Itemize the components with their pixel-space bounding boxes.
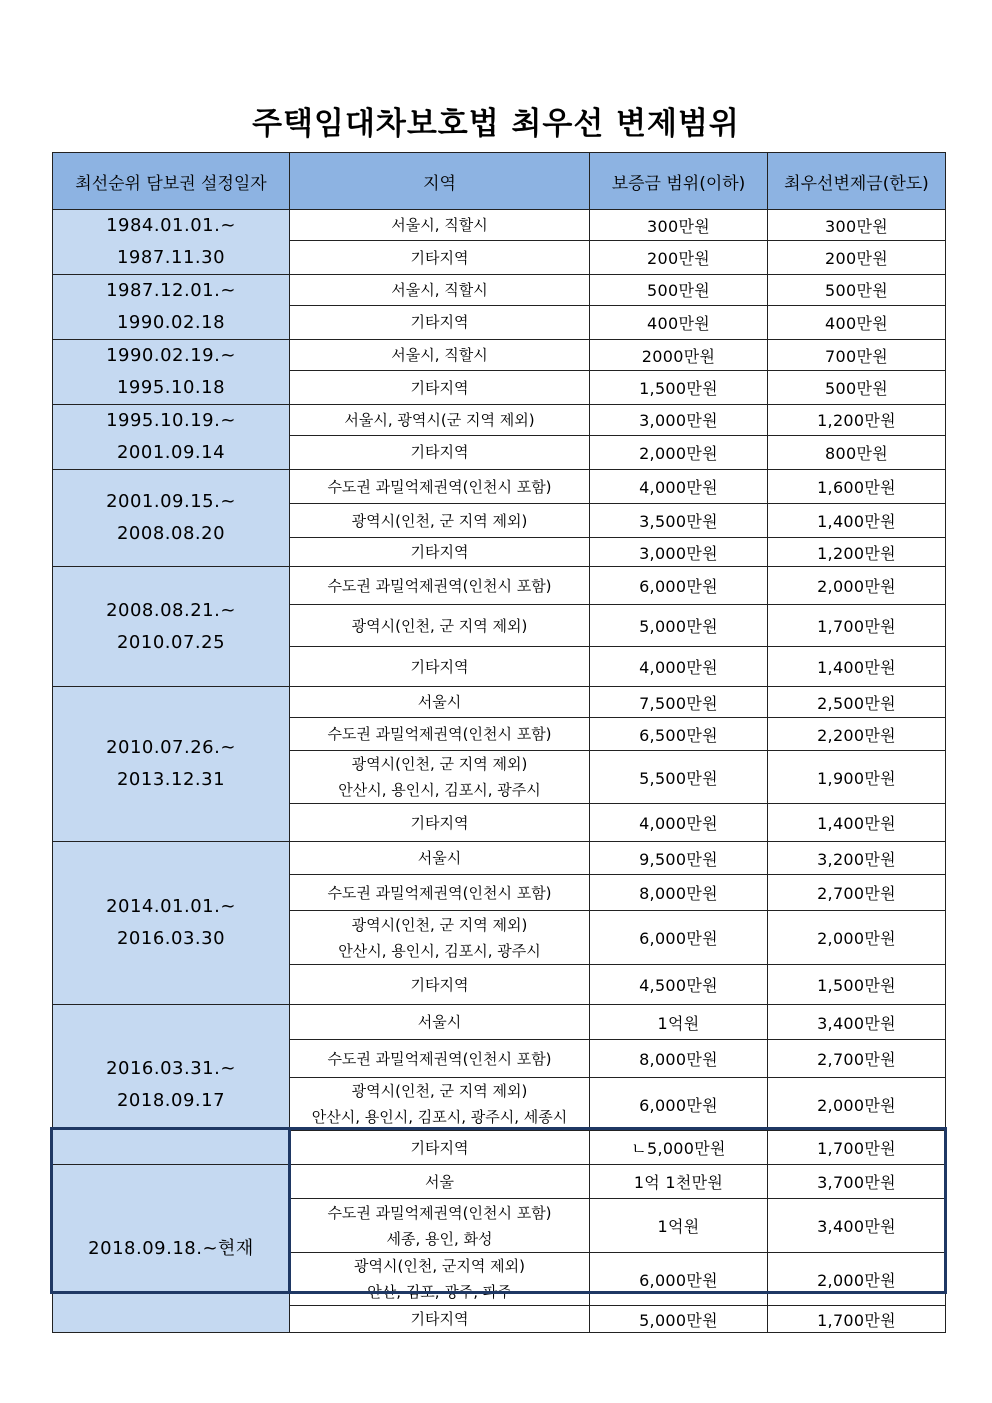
region-cell [290, 647, 590, 687]
header-limit: 최우선변제금(한도) [768, 153, 946, 210]
table-row [53, 210, 946, 241]
table-row [53, 1165, 946, 1199]
limit-cell: 2,200만원 [768, 718, 946, 751]
region-line: 서울시 [417, 1013, 462, 1031]
period-line: 2013.12.31 [116, 769, 226, 790]
period-line: 1990.02.18 [116, 312, 226, 333]
region-cell [290, 210, 590, 241]
region-cell [290, 1253, 590, 1306]
region-cell [290, 718, 590, 751]
deposit-cell: 400만원 [590, 305, 768, 339]
region-cell [290, 504, 590, 538]
region-line: 서울 [425, 1172, 454, 1191]
region-cell [290, 470, 590, 504]
limit-cell: 2,000만원 [768, 911, 946, 965]
period-line: 2016.03.30 [116, 928, 226, 949]
region-line: 광역시(인천, 군 지역 제외) [351, 755, 528, 773]
period-cell [53, 1165, 290, 1333]
region-cell [290, 1165, 590, 1199]
region-line: 기타지역 [410, 543, 469, 561]
region-line: 광역시(인천, 군 지역 제외) [351, 915, 528, 934]
region-line: 기타지역 [410, 378, 469, 397]
region-cell [290, 241, 590, 275]
limit-cell: 2,000만원 [768, 1253, 946, 1306]
table-row [53, 405, 946, 436]
region-line: 기타지역 [410, 975, 469, 994]
limit-cell: 1,400만원 [768, 804, 946, 842]
deposit-cell: 3,500만원 [590, 504, 768, 538]
period-line: 2001.09.15.~ [106, 491, 236, 512]
region-cell [290, 1040, 590, 1078]
period-cell [53, 567, 290, 687]
region-line: 광역시(인천, 군 지역 제외) [351, 616, 528, 635]
region-line: 수도권 과밀억제권역(인천시 포함) [327, 725, 552, 743]
region-cell [290, 371, 590, 405]
deposit-cell: 200만원 [590, 241, 768, 275]
deposit-cell: 6,000만원 [590, 1078, 768, 1131]
region-line: 기타지역 [410, 657, 469, 676]
limit-cell: 400만원 [768, 305, 946, 339]
region-line: 기타지역 [410, 443, 469, 462]
limit-cell: 1,400만원 [768, 504, 946, 538]
deposit-cell: 3,000만원 [590, 405, 768, 436]
limit-cell: 500만원 [768, 371, 946, 405]
header-row [53, 153, 946, 210]
deposit-cell: 8,000만원 [590, 875, 768, 911]
limit-cell: 2,000만원 [768, 1078, 946, 1131]
region-line: 기타지역 [410, 1310, 469, 1328]
table-row [53, 842, 946, 875]
deposit-cell: 1억 1천만원 [590, 1165, 768, 1199]
limit-cell: 1,200만원 [768, 538, 946, 567]
region-line: 광역시(인천, 군지역 제외) [354, 1257, 525, 1275]
limit-cell: 1,700만원 [768, 1131, 946, 1165]
deposit-cell: 6,500만원 [590, 718, 768, 751]
region-line: 안산, 김포, 광주, 파주 [367, 1283, 512, 1301]
limit-cell: 2,000만원 [768, 567, 946, 605]
limit-cell: 500만원 [768, 275, 946, 306]
limit-cell: 1,400만원 [768, 647, 946, 687]
table-row [53, 275, 946, 306]
table-body [53, 210, 946, 1333]
limit-cell: 300만원 [768, 210, 946, 241]
limit-cell: 700만원 [768, 340, 946, 371]
region-cell [290, 405, 590, 436]
period-cell [53, 340, 290, 405]
table-row [53, 687, 946, 718]
region-cell [290, 687, 590, 718]
deposit-cell: 7,500만원 [590, 687, 768, 718]
deposit-cell: 9,500만원 [590, 842, 768, 875]
region-line: 수도권 과밀억제권역(인천시 포함) [327, 477, 552, 496]
deposit-cell: 5,000만원 [590, 605, 768, 647]
region-line: 기타지역 [410, 1138, 469, 1157]
region-line: 서울시, 직할시 [391, 346, 488, 365]
region-cell [290, 1131, 590, 1165]
region-line: 수도권 과밀억제권역(인천시 포함) [327, 576, 552, 595]
page-title: 주택임대차보호법 최우선 변제범위 [252, 106, 740, 142]
deposit-cell: 6,000만원 [590, 911, 768, 965]
period-line: 2018.09.17 [116, 1089, 226, 1111]
deposit-cell: 5,500만원 [590, 751, 768, 804]
period-line: 1995.10.18 [116, 377, 226, 398]
region-line: 수도권 과밀억제권역(인천시 포함) [327, 1203, 552, 1222]
region-cell [290, 1078, 590, 1131]
limit-cell: 3,400만원 [768, 1005, 946, 1040]
region-line: 서울시, 광역시(군 지역 제외) [344, 410, 535, 429]
deposit-cell: 6,000만원 [590, 1253, 768, 1306]
limit-cell: 200만원 [768, 241, 946, 275]
deposit-cell: 2,000만원 [590, 435, 768, 469]
period-cell [53, 1005, 290, 1165]
region-line: 기타지역 [410, 813, 469, 832]
region-cell [290, 965, 590, 1005]
region-cell [290, 605, 590, 647]
limit-cell: 1,200만원 [768, 405, 946, 436]
limit-cell: 3,200만원 [768, 842, 946, 875]
period-line: 2008.08.20 [116, 523, 226, 544]
deposit-cell: 300만원 [590, 210, 768, 241]
region-line: 세종, 용인, 화성 [386, 1229, 493, 1248]
priority-repayment-table [52, 152, 946, 1333]
table-row [53, 340, 946, 371]
region-cell [290, 1005, 590, 1040]
deposit-cell: 4,000만원 [590, 470, 768, 504]
table-row [53, 470, 946, 504]
region-line: 서울시 [417, 693, 462, 711]
region-line: 광역시(인천, 군 지역 제외) [351, 511, 528, 530]
limit-cell: 2,700만원 [768, 1040, 946, 1078]
period-line: 2010.07.26.~ [106, 737, 236, 758]
region-line: 안산시, 용인시, 김포시, 광주시 [338, 781, 541, 799]
table-row [53, 567, 946, 605]
deposit-cell: 4,500만원 [590, 965, 768, 1005]
limit-cell: 1,700만원 [768, 605, 946, 647]
deposit-cell: ㄴ5,000만원 [590, 1131, 768, 1165]
region-cell [290, 842, 590, 875]
deposit-cell: 4,000만원 [590, 647, 768, 687]
limit-cell: 1,900만원 [768, 751, 946, 804]
region-cell [290, 875, 590, 911]
limit-cell: 1,600만원 [768, 470, 946, 504]
region-line: 기타지역 [410, 248, 469, 267]
period-line: 1990.02.19.~ [106, 345, 236, 366]
period-cell [53, 842, 290, 1005]
limit-cell: 3,400만원 [768, 1199, 946, 1253]
region-cell [290, 435, 590, 469]
period-line: 1995.10.19.~ [106, 410, 236, 431]
limit-cell: 3,700만원 [768, 1165, 946, 1199]
deposit-cell: 1억원 [590, 1005, 768, 1040]
period-line: 1984.01.01.~ [106, 215, 236, 236]
region-line: 광역시(인천, 군 지역 제외) [351, 1082, 528, 1100]
region-line: 서울시, 직할시 [391, 216, 488, 235]
region-cell [290, 340, 590, 371]
period-line: 2008.08.21.~ [106, 599, 236, 621]
period-line: 2016.03.31.~ [106, 1057, 236, 1079]
region-line: 안산시, 용인시, 김포시, 광주시 [338, 941, 541, 960]
region-cell [290, 538, 590, 567]
limit-cell: 1,700만원 [768, 1306, 946, 1333]
region-line: 수도권 과밀억제권역(인천시 포함) [327, 1049, 552, 1068]
region-cell [290, 305, 590, 339]
deposit-cell: 1,500만원 [590, 371, 768, 405]
region-line: 수도권 과밀억제권역(인천시 포함) [327, 883, 552, 902]
period-line: 2010.07.25 [116, 631, 226, 653]
deposit-cell: 3,000만원 [590, 538, 768, 567]
header-region: 지역 [290, 153, 590, 210]
deposit-cell: 2000만원 [590, 340, 768, 371]
region-cell [290, 275, 590, 306]
region-cell [290, 911, 590, 965]
deposit-cell: 4,000만원 [590, 804, 768, 842]
period-cell [53, 210, 290, 275]
header-period: 최선순위 담보권 설정일자 [53, 153, 290, 210]
deposit-cell: 500만원 [590, 275, 768, 306]
period-cell [53, 275, 290, 340]
region-line: 서울시 [417, 849, 462, 867]
limit-cell: 2,500만원 [768, 687, 946, 718]
table-row [53, 1005, 946, 1040]
period-line: 2018.09.18.~현재 [88, 1237, 254, 1259]
region-cell [290, 567, 590, 605]
region-cell [290, 1306, 590, 1333]
period-line: 2001.09.14 [116, 442, 226, 463]
period-cell [53, 470, 290, 567]
limit-cell: 800만원 [768, 435, 946, 469]
deposit-cell: 1억원 [590, 1199, 768, 1253]
period-cell [53, 687, 290, 842]
header-deposit: 보증금 범위(이하) [590, 153, 768, 210]
period-line: 2014.01.01.~ [106, 896, 236, 917]
region-cell [290, 751, 590, 804]
deposit-cell: 6,000만원 [590, 567, 768, 605]
limit-cell: 2,700만원 [768, 875, 946, 911]
region-line: 안산시, 용인시, 김포시, 광주시, 세종시 [311, 1108, 568, 1126]
region-cell [290, 804, 590, 842]
deposit-cell: 5,000만원 [590, 1306, 768, 1333]
region-line: 기타지역 [410, 313, 469, 332]
deposit-cell: 8,000만원 [590, 1040, 768, 1078]
period-line: 1987.11.30 [116, 247, 226, 268]
limit-cell: 1,500만원 [768, 965, 946, 1005]
region-cell [290, 1199, 590, 1253]
period-line: 1987.12.01.~ [106, 280, 236, 301]
period-cell [53, 405, 290, 470]
region-line: 서울시, 직할시 [391, 280, 488, 299]
